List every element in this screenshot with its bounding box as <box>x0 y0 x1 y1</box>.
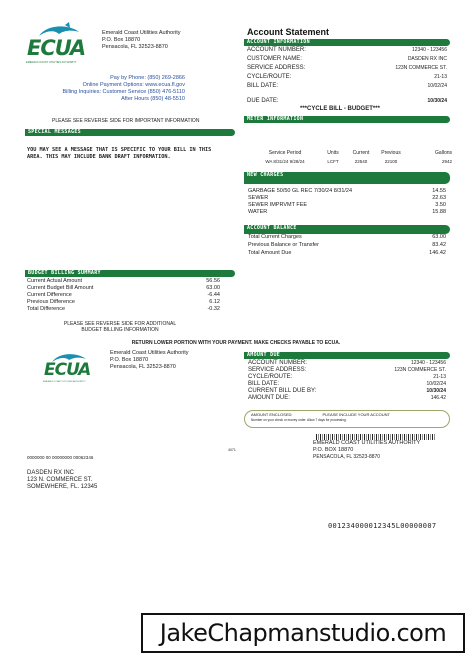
see-reverse-note: PLEASE SEE REVERSE SIDE FOR IMPORTANT INFORMATION <box>52 118 200 124</box>
info-row: SERVICE ADDRESS: 123N COMMERCE ST. <box>247 65 447 71</box>
budget-list <box>27 278 220 313</box>
statement-title: Account Statement <box>247 27 330 37</box>
watermark-text: JakeChapmanstudio.com <box>159 619 447 647</box>
logo-subtitle: EMERALD COAST UTILITIES AUTHORITY <box>43 381 86 383</box>
stub-company-address: Emerald Coast Utilities Authority P.O. Box 18870 Pensacola, FL 32523-8870 <box>110 350 189 370</box>
stub-row: SERVICE ADDRESS: 123N COMMERCE ST. <box>248 367 446 373</box>
company-name: Emerald Coast Utilities Authority <box>102 30 181 36</box>
budget-summary-header: BUDGET BILLING SUMMARY <box>25 270 235 277</box>
logo-subtitle: EMERALD COAST UTILITIES AUTHORITY <box>26 61 77 64</box>
charge-row: WATER 15.88 <box>248 209 446 215</box>
meter-header-row: Service Period Units Current Previous Gallons <box>268 150 452 156</box>
balance-row: Total Current Charges 63.00 <box>248 234 446 240</box>
budget-row: Previous Difference 6.12 <box>27 299 220 305</box>
charges-list <box>248 188 446 216</box>
cycle-bill-note: ***CYCLE BILL - BUDGET*** <box>300 106 380 112</box>
watermark-banner <box>141 613 465 653</box>
budget-row: Total Difference -0.32 <box>27 306 220 312</box>
balance-row: Previous Balance or Transfer 83.42 <box>248 242 446 248</box>
meter-data-row: WA 8/31/24 9/28/24 LCFT 22540 22100 2942 <box>265 159 452 164</box>
billing-inquiries: Billing Inquiries: Customer Service (850) 476-5110 <box>62 89 185 95</box>
company-box: P.O. Box 18870 <box>102 37 141 43</box>
stub-row: BILL DATE: 10/02/24 <box>248 381 446 387</box>
scan-line: 0000000 00 00000000 00062346 <box>27 455 94 460</box>
new-charges-header: NEW CHARGES <box>244 172 450 184</box>
ecua-logo <box>25 22 87 72</box>
company-address <box>102 30 181 51</box>
account-balance-header: ACCOUNT BALANCE <box>244 225 450 234</box>
pay-by-phone: Pay by Phone: (850) 269-2866 <box>110 75 185 81</box>
meter-info-header: METER INFORMATION <box>244 116 450 123</box>
stub-row: CURRENT BILL DUE BY: 10/30/24 <box>248 388 446 394</box>
special-messages-header: SPECIAL MESSAGES <box>25 129 235 136</box>
account-info-rows <box>247 47 447 105</box>
return-note: RETURN LOWER PORTION WITH YOUR PAYMENT. MAKE CHECKS PAYABLE TO ECUA. <box>131 340 341 346</box>
online-payment-link[interactable]: Online Payment Options: www.ecua.fl.gov <box>82 82 185 88</box>
stub-row: ACCOUNT NUMBER: 12340 - 123456 <box>248 360 446 366</box>
info-row: BILL DATE: 10/02/24 <box>247 83 447 89</box>
stub-row: CYCLE/ROUTE: 21-13 <box>248 374 446 380</box>
stub-code-small: 4071 <box>228 448 236 452</box>
special-message-text: YOU MAY SEE A MESSAGE THAT IS SPECIFIC TO YOUR BILL IN THIS AREA. THIS MAY INCLUDE BANK DRAFT INFORMATION. <box>27 147 212 160</box>
charge-row: GARBAGE 50/50 GL REC 7/30/24 8/31/24 14.55 <box>248 188 446 194</box>
amount-enclosed-label: AMOUNT ENCLOSED: <box>251 412 293 417</box>
amount-due-header: AMOUNT DUE <box>244 352 450 359</box>
stub-row: AMOUNT DUE: 146.42 <box>248 395 446 401</box>
ocr-line: 001234000012345L00000007 <box>328 522 437 530</box>
charge-row: SEWER IMPRVMT FEE 3.50 <box>248 202 446 208</box>
company-city: Pensacola, FL 32523-8870 <box>102 44 168 50</box>
ecua-logo-stub <box>42 350 92 390</box>
budget-row: Current Budget Bill Amount 63.00 <box>27 285 220 291</box>
balance-list <box>248 234 446 257</box>
budget-row: Current Difference -6.44 <box>27 292 220 298</box>
after-hours: After Hours (850) 48-5510 <box>121 96 185 102</box>
amount-enclosed-note: PLEASE INCLUDE YOUR ACCOUNT <box>322 412 390 417</box>
info-row: CUSTOMER NAME: DASDEN RX INC <box>247 56 447 62</box>
stub-rows <box>248 360 446 402</box>
logo-text: ECUA <box>44 360 91 380</box>
balance-row: Total Amount Due 146.42 <box>248 250 446 256</box>
amount-enclosed-sub: Number on your check or money order. Allow 7 days for processing. <box>251 418 347 422</box>
remit-address: EMERALD COAST UTILITIES AUTHORITY P.O. BOX 18870 PENSACOLA, FL 32523-8870 <box>313 440 421 460</box>
info-row: CYCLE/ROUTE: 21-13 <box>247 74 447 80</box>
customer-mailing-address: DASDEN RX INC 123 N. COMMERCE ST. SOMEWHERE, FL. 12345 <box>27 470 98 490</box>
due-date-row: DUE DATE: 10/30/24 <box>247 98 447 104</box>
contact-block <box>55 75 185 103</box>
amount-enclosed-box[interactable] <box>244 410 450 428</box>
info-row: ACCOUNT NUMBER: 12340 - 123456 <box>247 47 447 53</box>
meter-table <box>252 150 452 165</box>
budget-row: Current Actual Amount 56.56 <box>27 278 220 284</box>
charge-row: SEWER 22.63 <box>248 195 446 201</box>
logo-text: ECUA <box>27 36 86 60</box>
budget-note: PLEASE SEE REVERSE SIDE FOR ADDITIONAL BUDGET BILLING INFORMATION <box>63 321 177 333</box>
account-info-header: ACCOUNT INFORMATION <box>244 39 450 46</box>
